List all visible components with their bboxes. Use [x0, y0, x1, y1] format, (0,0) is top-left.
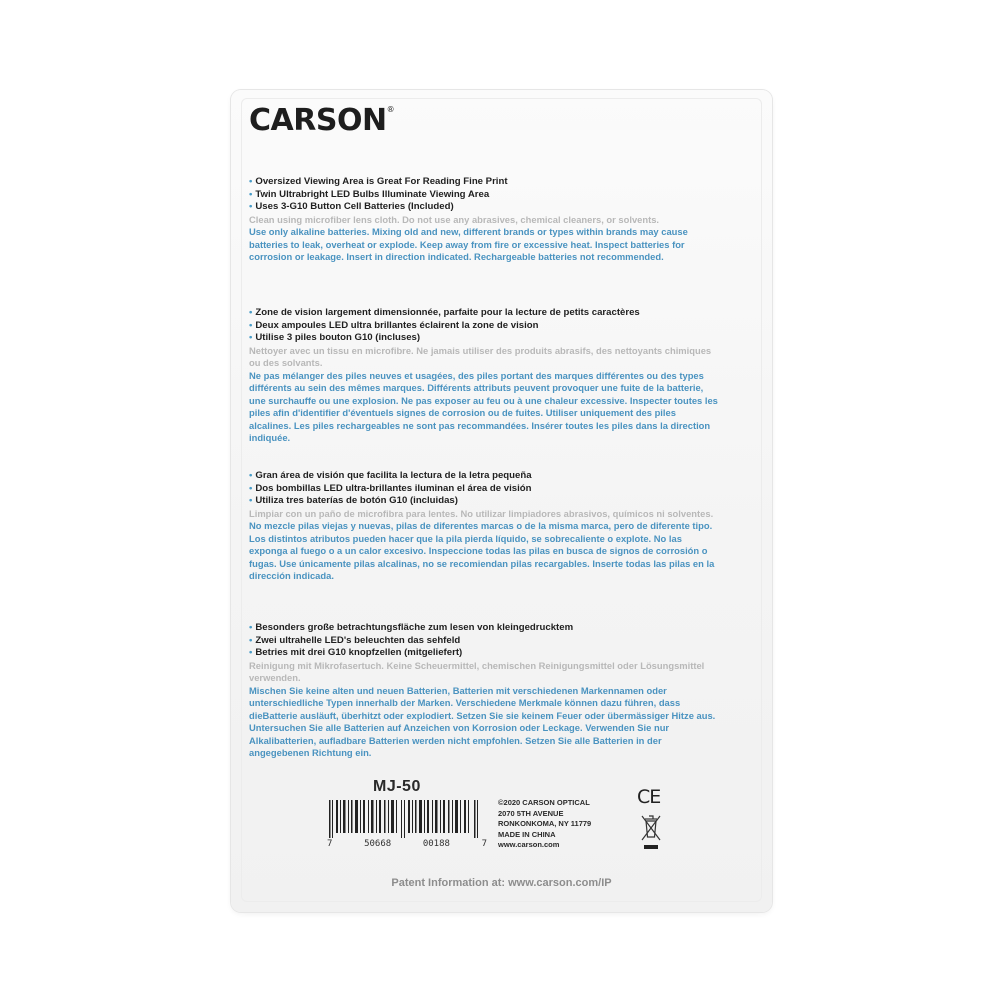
feature-item: • Utilise 3 piles bouton G10 (incluses) [249, 332, 719, 345]
carson-logo: CARSON® [249, 103, 395, 138]
address-line: RONKONKOMA, NY 11779 [498, 819, 592, 828]
feature-item: • Betries mit drei G10 knopfzellen (mitgeliefert) [249, 647, 719, 660]
section-french [249, 307, 719, 445]
section-german [249, 622, 719, 760]
crossed-out-bin-icon [640, 813, 662, 853]
barcode-digit: 7 [481, 839, 487, 849]
care-instructions: Clean using microfiber lens cloth. Do not use any abrasives, chemical cleaners, or solvents. [249, 213, 660, 225]
feature-item: • Zone de vision largement dimensionnée, parfaite pour la lecture de petits caractères [249, 307, 719, 320]
feature-item: • Uses 3-G10 Button Cell Batteries (Included) [249, 201, 719, 214]
barcode-digit: 7 [327, 839, 333, 849]
address-line: ©2020 CARSON OPTICAL [498, 798, 590, 807]
feature-item: • Besonders große betrachtungsfläche zum lesen von kleingedrucktem [249, 622, 719, 635]
barcode-digit: 00188 [422, 839, 450, 849]
feature-item: • Oversized Viewing Area is Great For Reading Fine Print [249, 176, 719, 189]
feature-item: • Utiliza tres baterías de botón G10 (incluidas) [249, 495, 719, 508]
ce-mark: CE [637, 786, 661, 808]
barcode [327, 800, 482, 838]
care-instructions: Reinigung mit Mikrofasertuch. Keine Scheuermittel, chemischen Reinigungsmittel oder Lösungsmittel verwenden. [249, 659, 705, 683]
section-english [249, 176, 719, 264]
battery-warning: No mezcle pilas viejas y nuevas, pilas de diferentes marcas o de la misma marca, pero de diferente tipo. Los distintos atributos pueden hacer que la pila pierda líquido, se sobrecaliente o explote. No las exponga al fuego o a un calor excesivo. Inspeccione todas las pilas en busca de signos de corrosión o fugas. Use únicamente pilas alcalinas, no se recomiendan pilas recargables. Inserte todas las pilas en la dirección indicada. [249, 520, 715, 581]
feature-list [249, 307, 719, 345]
care-instructions: Nettoyer avec un tissu en microfibre. Ne jamais utiliser des produits abrasifs, des nettoyants chimiques ou des solvants. [249, 344, 712, 368]
care-instructions: Limpiar con un paño de microfibra para lentes. No utilizar limpiadores abrasivos, químicos ni solventes. [249, 507, 714, 519]
feature-list [249, 470, 719, 508]
feature-item: • Gran área de visión que facilita la lectura de la letra pequeña [249, 470, 719, 483]
feature-item: • Dos bombillas LED ultra-brillantes iluminan el área de visión [249, 483, 719, 496]
barcode-digit: 50668 [364, 839, 392, 849]
barcode-digits [327, 839, 487, 849]
address-line: MADE IN CHINA [498, 829, 556, 839]
company-address [498, 798, 591, 851]
battery-warning: Ne pas mélanger des piles neuves et usagées, des piles portant des marques différentes ou des types différents au sein des mêmes marques. Différents attributs peuvent provoquer une fuite de la batterie, une surchauffe ou une explosion. Ne pas exposer au feu ou à une chaleur excessive. Inspecter toutes les piles afin d'identifier d'éventuels signes de corrosion ou de fuites. Utiliser uniquement des piles alcalines. Les piles rechargeables ne sont pas recommandées. Insérer toutes les piles dans la direction indiquée. [249, 369, 718, 443]
battery-warning: Mischen Sie keine alten und neuen Batterien, Batterien mit verschiedenen Markennamen oder unterschiedliche Typen innerhalb der Marken. Verschiedene Merkmale können dazu führen, dass dieBatterie ausläuft, überhitzt oder explodiert. Setzen Sie sie keinem Feuer oder übermässiger Hitze aus. Untersuchen Sie alle Batterien auf Anzeichen von Korrosion oder Leckage. Verwenden Sie nur Alkalibatterien, aufladbare Batterien werden nicht empfohlen. Setzen Sie alle Batterien in der angegebenen Richtung ein. [249, 684, 716, 758]
section-spanish [249, 470, 719, 583]
feature-item: • Twin Ultrabright LED Bulbs Illuminate Viewing Area [249, 189, 719, 202]
feature-item: • Zwei ultrahelle LED's beleuchten das sehfeld [249, 635, 719, 648]
address-line: 2070 5TH AVENUE [498, 808, 564, 818]
feature-list [249, 622, 719, 660]
model-number: MJ-50 [373, 778, 421, 795]
patent-information: Patent Information at: www.carson.com/IP [391, 877, 612, 889]
feature-list [249, 176, 719, 214]
feature-item: • Deux ampoules LED ultra brillantes éclairent la zone de vision [249, 320, 719, 333]
address-line: www.carson.com [498, 840, 560, 849]
battery-warning: Use only alkaline batteries. Mixing old and new, different brands or types within brands may cause batteries to leak, overheat or explode. Keep away from fire or excessive heat. Inspect batteries for corrosion or leakage. Insert in direction indicated. Rechargeable batteries not recommended. [249, 226, 688, 262]
